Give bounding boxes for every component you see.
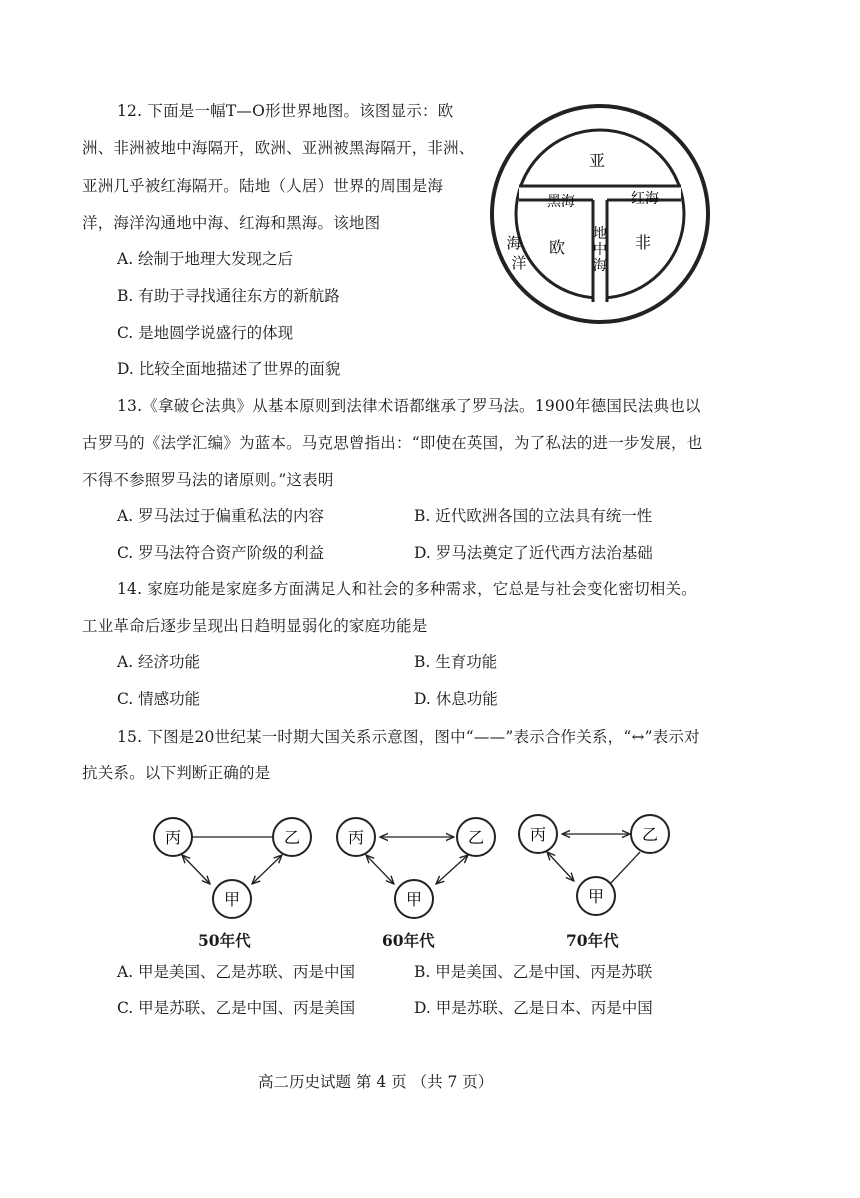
map-label-med-3: 海	[593, 258, 607, 274]
q14-option-c: C. 情感功能	[117, 690, 201, 708]
diagram-50s	[154, 818, 311, 918]
map-label-black-sea: 黑海	[547, 194, 575, 210]
label-yi-70s: 乙	[641, 825, 659, 844]
label-bing-70s: 丙	[529, 825, 547, 844]
q15-option-d: D. 甲是苏联、乙是日本、丙是中国	[414, 999, 653, 1017]
q13-option-a: A. 罗马法过于偏重私法的内容	[117, 507, 325, 525]
map-label-med-1: 地	[593, 226, 607, 242]
q15-option-a: A. 甲是美国、乙是苏联、丙是中国	[117, 963, 356, 981]
t-o-world-map	[485, 100, 715, 328]
q13-option-b: B. 近代欧洲各国的立法具有统一性	[414, 507, 653, 525]
q15-option-c: C. 甲是苏联、乙是中国、丙是美国	[117, 999, 356, 1017]
label-jia-70s: 甲	[587, 887, 605, 906]
label-jia-60s: 甲	[405, 890, 423, 909]
map-label-med-2: 中	[593, 242, 607, 258]
page-footer: 高二历史试题 第 4 页 （共 7 页）	[258, 1073, 494, 1091]
map-label-europe: 欧	[548, 238, 566, 257]
diagram-label-60s: 60年代	[382, 931, 435, 950]
q14-option-a: A. 经济功能	[117, 653, 201, 671]
diagram-label-70s: 70年代	[566, 931, 619, 950]
q14-stem-line-1: 14. 家庭功能是家庭多方面满足人和社会的多种需求，它总是与社会变化密切相关。	[117, 580, 697, 598]
q12-stem-line-3: 亚洲几乎被红海隔开。陆地（人居）世界的周围是海	[82, 177, 444, 195]
map-label-red-sea: 红海	[631, 191, 659, 207]
label-bing-60s: 丙	[347, 828, 365, 847]
label-bing-50s: 丙	[164, 828, 182, 847]
q15-stem-line-1: 15. 下图是20世纪某一时期大国关系示意图，图中“——”表示合作关系，“↔”表示对	[117, 728, 700, 746]
map-label-ocean-1: 海	[506, 234, 522, 252]
q13-stem-line-2: 古罗马的《法学汇编》为蓝本。马克思曾指出：“即使在英国，为了私法的进一步发展，也	[82, 434, 703, 452]
label-yi-60s: 乙	[467, 828, 485, 847]
map-label-asia: 亚	[588, 151, 606, 170]
label-yi-50s: 乙	[283, 828, 301, 847]
map-label-ocean-2: 洋	[511, 254, 527, 272]
q12-stem-line-4: 洋，海洋沟通地中海、红海和黑海。该地图	[82, 214, 381, 232]
map-label-africa: 非	[634, 233, 652, 252]
q12-option-b: B. 有助于寻找通往东方的新航路	[117, 287, 340, 305]
q13-option-d: D. 罗马法奠定了近代西方法治基础	[414, 544, 653, 562]
q14-option-d: D. 休息功能	[414, 690, 498, 708]
relations-diagrams	[140, 810, 710, 920]
diagram-60s	[337, 818, 495, 918]
q13-stem-line-1: 13.《拿破仑法典》从基本原则到法律术语都继承了罗马法。1900年德国民法典也以	[117, 397, 701, 415]
q13-stem-line-3: 不得不参照罗马法的诸原则。”这表明	[82, 471, 334, 489]
q15-stem-line-2: 抗关系。以下判断正确的是	[82, 764, 271, 782]
label-jia-50s: 甲	[223, 890, 241, 909]
q15-option-b: B. 甲是美国、乙是中国、丙是苏联	[414, 963, 653, 981]
q13-option-c: C. 罗马法符合资产阶级的利益	[117, 544, 325, 562]
diagram-label-50s: 50年代	[198, 931, 251, 950]
q12-option-a: A. 绘制于地理大发现之后	[117, 250, 294, 268]
q12-stem-line-2: 洲、非洲被地中海隔开，欧洲、亚洲被黑海隔开，非洲、	[82, 139, 475, 157]
q12-option-c: C. 是地圆学说盛行的体现	[117, 324, 294, 342]
q14-option-b: B. 生育功能	[414, 653, 498, 671]
q12-option-d: D. 比较全面地描述了世界的面貌	[117, 360, 341, 378]
q14-stem-line-2: 工业革命后逐步呈现出日趋明显弱化的家庭功能是	[82, 617, 428, 635]
q12-stem-line-1: 12. 下面是一幅T—O形世界地图。该图显示：欧	[117, 102, 454, 120]
diagram-70s	[519, 815, 669, 915]
